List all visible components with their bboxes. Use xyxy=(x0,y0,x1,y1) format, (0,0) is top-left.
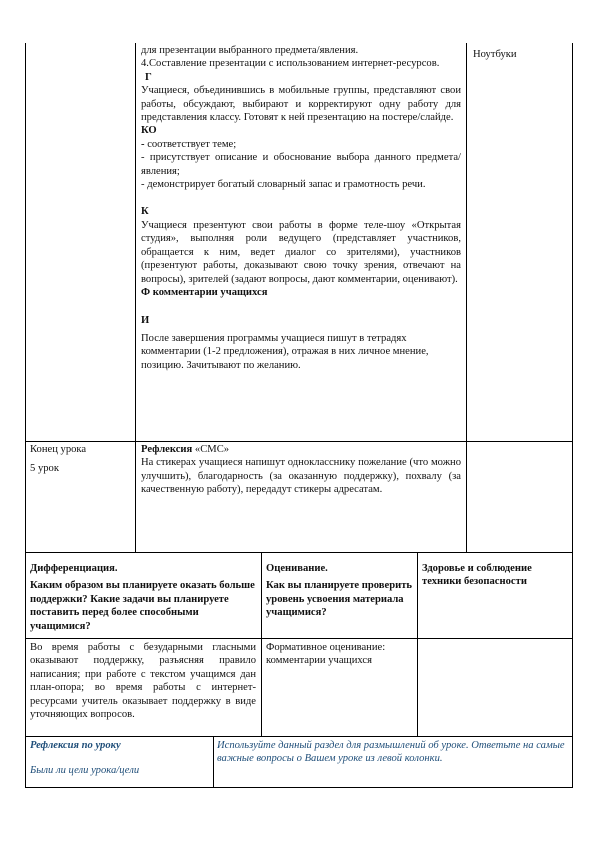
table1-border-col1 xyxy=(135,43,136,552)
lesson-reflection-left xyxy=(30,739,210,778)
assessment-answer-line1: Формативное оценивание: xyxy=(266,642,386,653)
lesson-reflection-right xyxy=(217,739,567,766)
reflection-activity-heading: Рефлексия xyxy=(141,444,193,455)
differentiation-heading: Дифференциация. xyxy=(30,563,118,574)
assessment-heading: Оценивание. xyxy=(266,563,328,574)
reflection-activity-name: «СМС» xyxy=(194,444,230,455)
differentiation-header xyxy=(30,562,256,633)
criteria-item-3 xyxy=(141,178,461,191)
criteria-item-3-text: демонстрирует богатый словарный запас и грамотность речи. xyxy=(147,179,426,191)
table2-border-col2 xyxy=(417,552,418,736)
criteria-bullet-2: - xyxy=(141,152,145,164)
table1-border-col2 xyxy=(466,43,467,552)
individual-work-heading: И xyxy=(141,315,150,327)
criteria-bullet-1: - xyxy=(141,138,145,150)
differentiation-answer-text: Во время работы с безударными гласными оказывают поддержку, разъясняя правило написания; при работе с текстом учащимся дан план-опора; во время работы с интернет- ресурсами учитель оказывает поддержку в виде уточняющих вопросов. xyxy=(30,642,256,721)
reflection-activity xyxy=(141,443,461,497)
lesson-number: 5 урок xyxy=(30,463,59,475)
table2-border-col1 xyxy=(261,552,262,736)
reflection-activity-title xyxy=(141,443,461,456)
assessment-header xyxy=(266,562,412,620)
assessment-answer xyxy=(266,641,412,668)
criteria-item-2 xyxy=(141,151,461,178)
task-text-continued: для презентации выбранного предмета/явления. xyxy=(141,45,359,56)
task-step-4: 4.Составление презентации с использованием интернет-ресурсов. xyxy=(141,58,440,70)
criteria-item-1-text: соответствует теме; xyxy=(147,138,237,150)
table1-border-right xyxy=(572,43,573,552)
lesson-end-cell xyxy=(30,443,132,476)
resources-text: Ноутбуки xyxy=(473,49,517,60)
collective-work-heading: К xyxy=(141,206,149,218)
lesson-reflection-instructions: Используйте данный раздел для размышлений об уроке. Ответьте на самые важные вопросы о Вашем уроке из левой колонки. xyxy=(217,740,565,765)
differentiation-answer xyxy=(30,641,256,721)
table2-border-right xyxy=(572,552,573,787)
table2-border-mid xyxy=(25,638,573,639)
table2-border-left xyxy=(25,552,26,787)
reflection-activity-text: На стикерах учащиеся напишут однокласснику пожелание (что можно улучшить), благодарность (за оказанную поддержку), похвалу (за качественную работу), передадут стикеры адресатам. xyxy=(141,457,461,496)
feedback-heading: Ф комментарии учащихся xyxy=(141,286,268,298)
health-safety-header xyxy=(422,562,568,589)
table2-border-top xyxy=(25,552,573,553)
resources-cell xyxy=(473,48,568,61)
table2-border-refl xyxy=(213,736,214,787)
criteria-item-1 xyxy=(141,138,461,151)
table1-border-row xyxy=(25,441,573,442)
lesson-stage-content xyxy=(141,44,461,372)
individual-work-text: После завершения программы учащиеся пишут в тетрадях комментарии (1-2 предложения), отражая в них личное мнение, позицию. Зачитывают по желанию. xyxy=(141,332,429,371)
assessment-answer-line2: комментарии учащихся xyxy=(266,655,372,667)
criteria-heading: КО xyxy=(141,125,157,137)
differentiation-question: Каким образом вы планируете оказать больше поддержки? Какие задачи вы планируете поставить перед более способными учащимися? xyxy=(30,580,255,632)
group-work-text: Учащиеся, объединившись в мобильные группы, представляют свои работы, обсуждают, выбирают и корректируют одну работу для представления классу. Готовят к ней презентацию на постере/слайде. xyxy=(141,85,461,124)
table2-border-row xyxy=(25,736,573,737)
criteria-bullet-3: - xyxy=(141,179,145,191)
lesson-reflection-question: Были ли цели урока/цели xyxy=(30,765,140,777)
table2-border-bottom xyxy=(25,787,573,788)
assessment-question: Как вы планируете проверить уровень усвоения материала учащимися? xyxy=(266,580,413,619)
criteria-item-2-text: присутствует описание и обоснование выбора данного предмета/явления; xyxy=(141,152,461,177)
collective-work-text: Учащиеся презентуют свои работы в форме теле-шоу «Открытая студия», выполняя роли ведущего (представляет участников, обращается к ним, ведет диалог со зрителями), участников (презентуют работы, доказывают свою точку зрения, отвечают на вопросы), зрителей (задают вопросы, дают комментарии, оценивают). xyxy=(141,219,461,285)
table1-border-left xyxy=(25,43,26,552)
health-safety-heading: Здоровье и соблюдение техники безопасности xyxy=(422,563,532,588)
lesson-reflection-title: Рефлексия по уроку xyxy=(30,740,121,751)
lesson-end-label: Конец урока xyxy=(30,444,87,455)
group-work-heading: Г xyxy=(145,71,152,83)
